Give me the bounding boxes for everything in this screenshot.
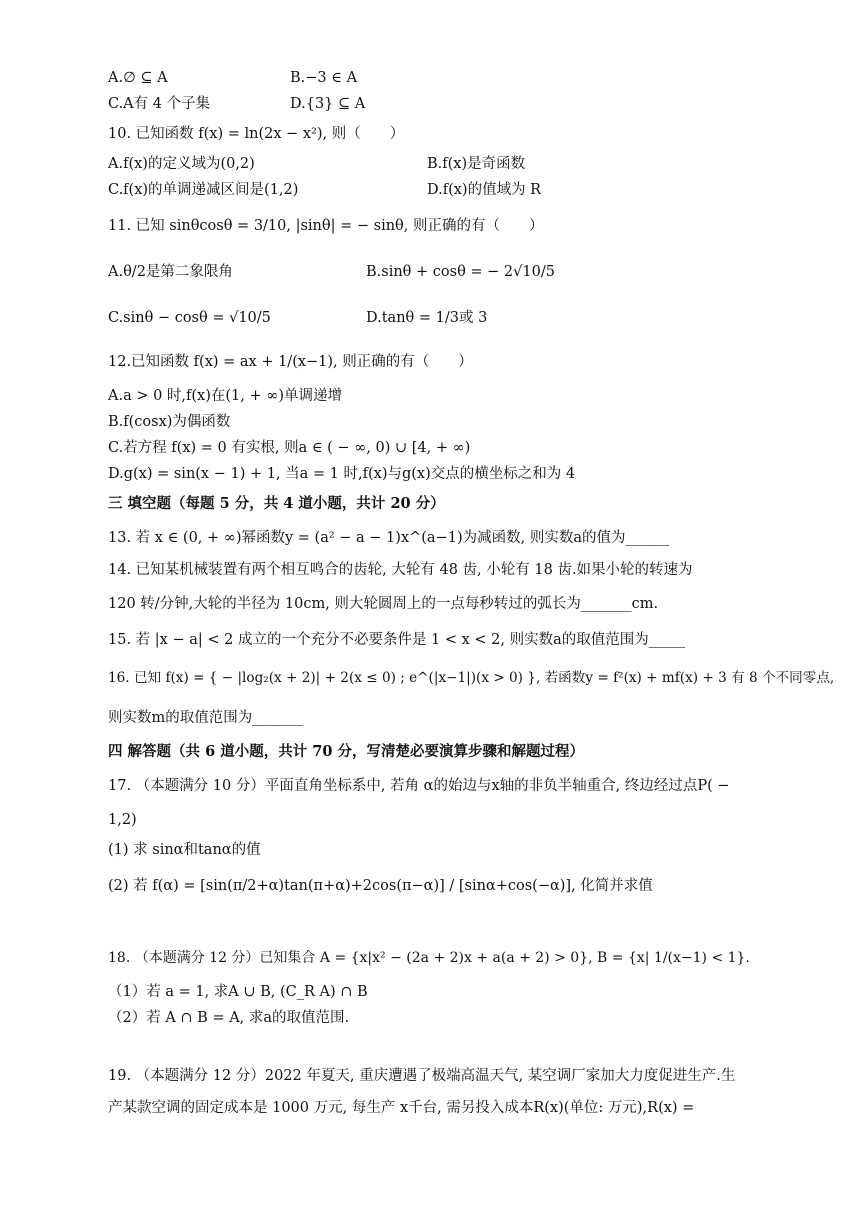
q16-line-1: 16. 已知 f(x) = { − |log₂(x + 2)| + 2(x ≤ 0) ; e^(|x−1|)(x > 0) }, 若函数y = f²(x) + mf(x) + 3 有 8 个不同零点,	[108, 670, 835, 686]
q10-option-a: A.f(x)的定义域为(0,2)	[108, 156, 255, 172]
q18-part-1: （1）若 a = 1, 求A ∪ B, (C_R A) ∩ B	[108, 984, 368, 1000]
q15-text: 15. 若 |x − a| < 2 成立的一个充分不必要条件是 1 < x < 2, 则实数a的取值范围为_____	[108, 632, 686, 648]
q9-option-c: C.A有 4 个子集	[108, 96, 211, 112]
q9-option-b: B.−3 ∈ A	[290, 70, 358, 86]
q19-line-2: 产某款空调的固定成本是 1000 万元, 每生产 x千台, 需另投入成本R(x)(单位: 万元),R(x) =	[108, 1100, 695, 1116]
q12-option-a: A.a > 0 时,f(x)在(1, + ∞)单调递增	[108, 388, 342, 404]
q11-option-d: D.tanθ = 1/3或 3	[366, 310, 488, 326]
q17-line-2: 1,2)	[108, 812, 137, 828]
q12-stem: 12.已知函数 f(x) = ax + 1/(x−1), 则正确的有（ ）	[108, 354, 473, 370]
q13-text: 13. 若 x ∈ (0, + ∞)幂函数y = (a² − a − 1)x^(a−1)为减函数, 则实数a的值为______	[108, 530, 669, 546]
q17-part-1: (1) 求 sinα和tanα的值	[108, 842, 261, 858]
q18-stem: 18. （本题满分 12 分）已知集合 A = {x|x² − (2a + 2)x + a(a + 2) > 0}, B = {x| 1/(x−1) < 1}.	[108, 950, 750, 966]
q17-line-1: 17. （本题满分 10 分）平面直角坐标系中, 若角 α的始边与x轴的非负半轴重合, 终边经过点P( −	[108, 778, 730, 794]
q14-line-2: 120 转/分钟,大轮的半径为 10cm, 则大轮圆周上的一点每秒转过的弧长为_______cm.	[108, 596, 659, 612]
q10-option-b: B.f(x)是奇函数	[427, 156, 526, 172]
q18-part-2: （2）若 A ∩ B = A, 求a的取值范围.	[108, 1010, 350, 1026]
q16-line-2: 则实数m的取值范围为_______	[108, 710, 303, 726]
q12-option-c: C.若方程 f(x) = 0 有实根, 则a ∈ ( − ∞, 0) ∪ [4, + ∞)	[108, 440, 471, 456]
q9-option-a: A.∅ ⊆ A	[108, 70, 168, 86]
section-3-heading: 三 填空题（每题 5 分，共 4 道小题，共计 20 分）	[108, 495, 445, 512]
q11-option-c: C.sinθ − cosθ = √10/5	[108, 310, 271, 326]
q11-stem: 11. 已知 sinθcosθ = 3/10, |sinθ| = − sinθ, 则正确的有（ ）	[108, 218, 544, 234]
q14-line-1: 14. 已知某机械装置有两个相互鸣合的齿轮, 大轮有 48 齿, 小轮有 18 齿.如果小轮的转速为	[108, 562, 693, 578]
q11-option-a: A.θ/2是第二象限角	[108, 264, 233, 280]
q12-option-b: B.f(cosx)为偶函数	[108, 414, 231, 430]
q11-option-b: B.sinθ + cosθ = − 2√10/5	[366, 264, 555, 280]
q10-stem: 10. 已知函数 f(x) = ln(2x − x²), 则（ ）	[108, 126, 405, 142]
q10-option-d: D.f(x)的值域为 R	[427, 182, 542, 198]
q17-part-2: (2) 若 f(α) = [sin(π/2+α)tan(π+α)+2cos(π−α)] / [sinα+cos(−α)], 化简并求值	[108, 878, 653, 894]
q10-option-c: C.f(x)的单调递减区间是(1,2)	[108, 182, 299, 198]
q12-option-d: D.g(x) = sin(x − 1) + 1, 当a = 1 时,f(x)与g(x)交点的横坐标之和为 4	[108, 466, 576, 482]
q9-option-d: D.{3} ⊆ A	[290, 96, 366, 112]
q19-line-1: 19. （本题满分 12 分）2022 年夏天, 重庆遭遇了极端高温天气, 某空调厂家加大力度促进生产.生	[108, 1068, 736, 1084]
section-4-heading: 四 解答题（共 6 道小题，共计 70 分，写清楚必要演算步骤和解题过程）	[108, 743, 585, 760]
